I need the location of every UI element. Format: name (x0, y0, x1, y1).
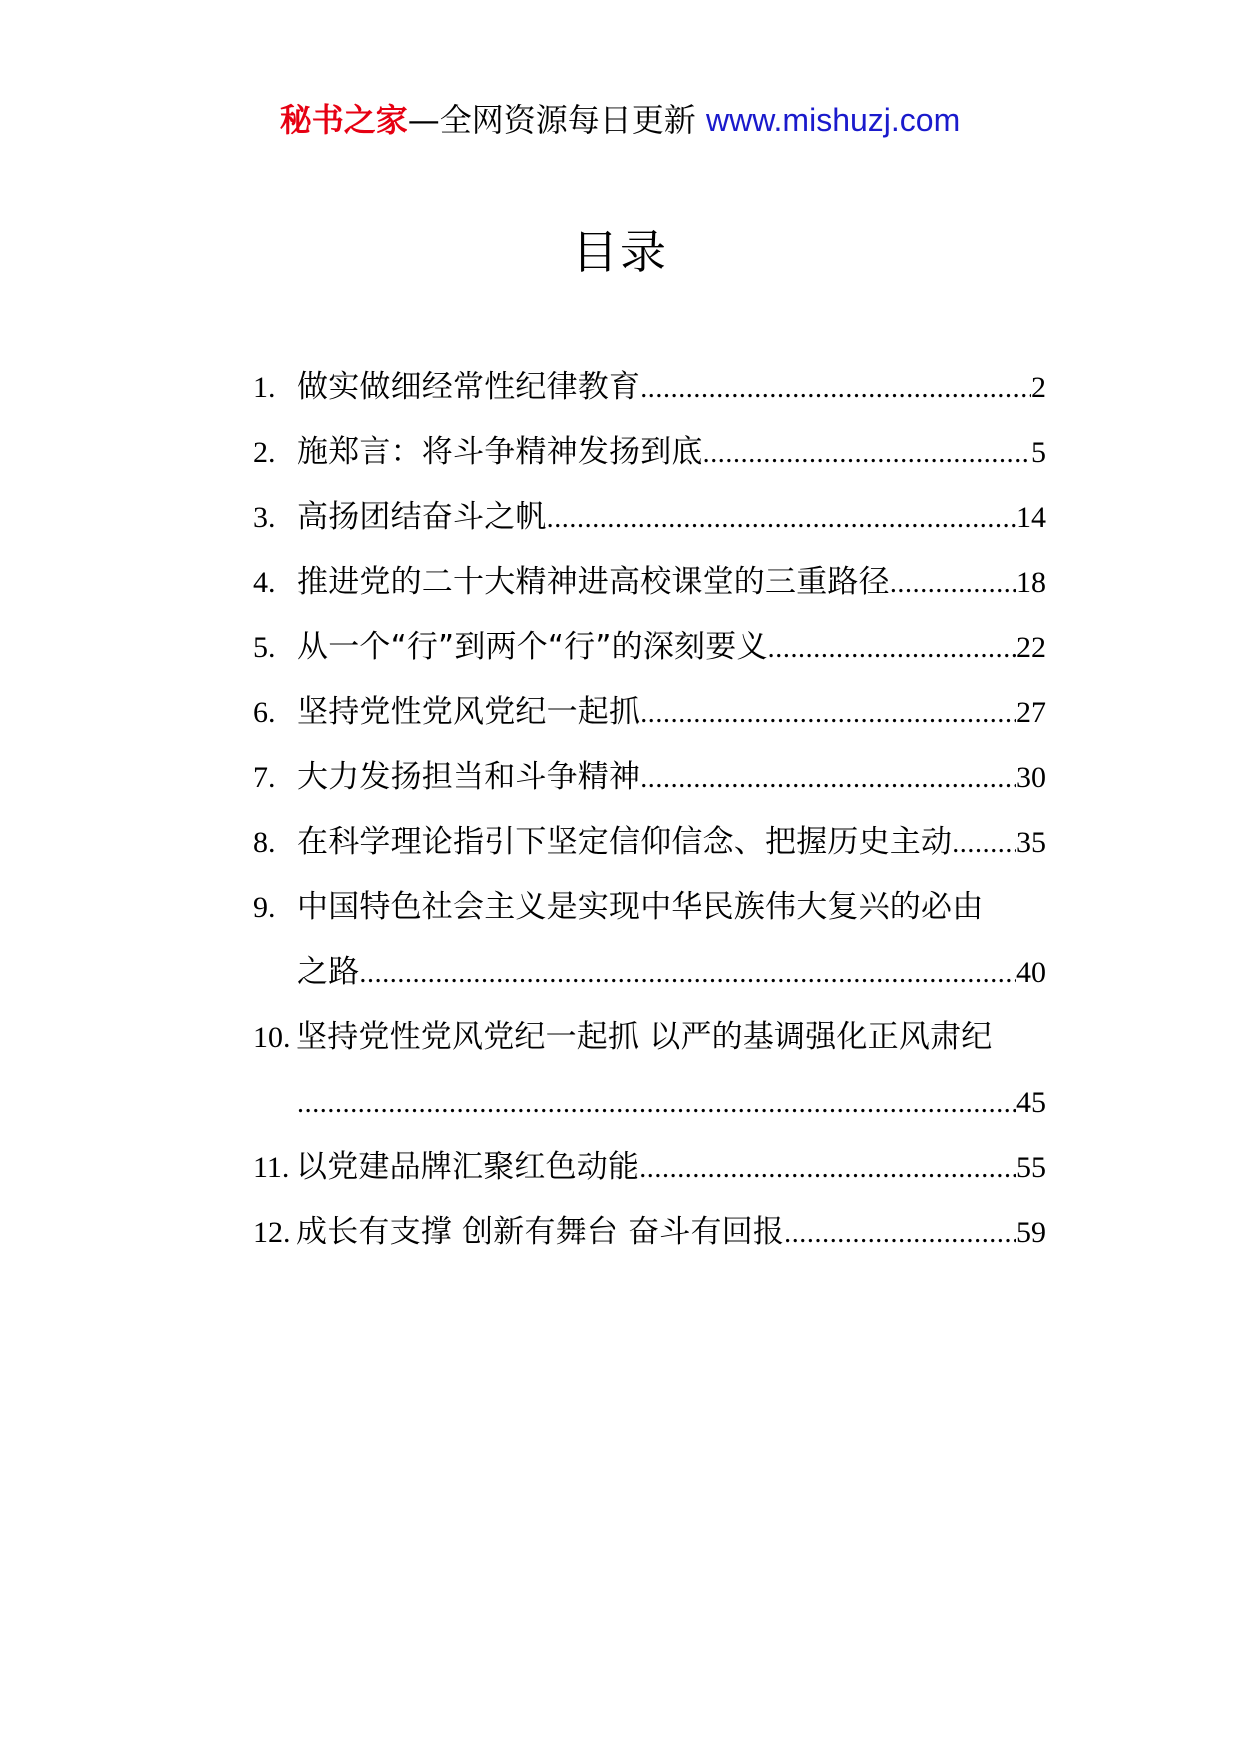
toc-page-number: 55 (1016, 1151, 1046, 1184)
toc-dot-leader (890, 551, 1016, 616)
toc-entry-11[interactable] (253, 1135, 1046, 1200)
toc-dot-leader (640, 681, 1016, 746)
toc-title: 施郑言：将斗争精神发扬到底 (297, 434, 703, 470)
toc-number: 5. (253, 631, 276, 664)
toc-entry-4[interactable] (253, 550, 1046, 615)
toc-page-number: 40 (1016, 956, 1046, 989)
toc-page-number: 35 (1016, 826, 1046, 859)
toc-entry-12[interactable] (253, 1200, 1046, 1265)
toc-dot-leader (640, 746, 1016, 811)
toc-title-continued: 之路 (297, 954, 360, 990)
toc-title: 从一个“行”到两个“行”的深刻要义 (297, 629, 768, 665)
toc-entry-9[interactable] (253, 875, 1046, 1005)
page-title: 目录 (572, 225, 668, 279)
toc-title: 推进党的二十大精神进高校课堂的三重路径 (297, 564, 890, 600)
toc-number: 9. (253, 891, 276, 924)
brand-name: 秘书之家 (279, 101, 408, 139)
toc-dot-leader (639, 1136, 1016, 1201)
toc-number: 8. (253, 826, 276, 859)
toc-title: 坚持党性党风党纪一起抓 以严的基调强化正风肃纪 (296, 1019, 993, 1055)
site-url-link[interactable]: www.mishuzj.com (705, 102, 961, 138)
toc-number: 4. (253, 566, 276, 599)
toc-dot-leader (703, 421, 1031, 486)
toc-page-number: 45 (1016, 1086, 1046, 1119)
toc-page-number: 30 (1016, 761, 1046, 794)
toc-number: 1. (253, 371, 276, 404)
toc-entry-1[interactable] (253, 355, 1046, 420)
toc-entry-8[interactable] (253, 810, 1046, 875)
toc-dot-leader (768, 616, 1016, 681)
banner-tagline: —全网资源每日更新 (407, 101, 696, 139)
toc-page-number: 59 (1016, 1216, 1046, 1249)
toc-title: 高扬团结奋斗之帆 (297, 499, 547, 535)
toc-number: 12. (253, 1216, 291, 1249)
site-banner (0, 98, 1240, 142)
toc-entry-3[interactable] (253, 485, 1046, 550)
toc-page-number: 18 (1016, 566, 1046, 599)
toc-page-number: 2 (1031, 371, 1046, 404)
toc-title: 以党建品牌汇聚红色动能 (296, 1149, 640, 1185)
toc-number: 6. (253, 696, 276, 729)
toc-entry-6[interactable] (253, 680, 1046, 745)
toc-entry-2[interactable] (253, 420, 1046, 485)
toc-title: 做实做细经常性纪律教育 (297, 369, 641, 405)
toc-title: 成长有支撑 创新有舞台 奋斗有回报 (296, 1214, 785, 1250)
toc-title: 坚持党性党风党纪一起抓 (297, 694, 641, 730)
toc-dot-leader (297, 1071, 1016, 1136)
table-of-contents (253, 355, 1046, 1265)
toc-dot-leader (784, 1201, 1016, 1266)
toc-title: 大力发扬担当和斗争精神 (297, 759, 641, 795)
toc-dot-leader (359, 941, 1016, 1006)
toc-title: 在科学理论指引下坚定信仰信念、把握历史主动 (297, 824, 953, 860)
toc-number: 11. (253, 1151, 290, 1184)
toc-number: 7. (253, 761, 276, 794)
toc-dot-leader (952, 811, 1016, 876)
toc-entry-10[interactable] (253, 1005, 1046, 1135)
toc-number: 3. (253, 501, 276, 534)
toc-entry-7[interactable] (253, 745, 1046, 810)
toc-number: 10. (253, 1021, 291, 1054)
toc-entry-5[interactable] (253, 615, 1046, 680)
toc-dot-leader (547, 486, 1016, 551)
toc-number: 2. (253, 436, 276, 469)
toc-page-number: 5 (1031, 436, 1046, 469)
toc-page-number: 22 (1016, 631, 1046, 664)
toc-page-number: 14 (1016, 501, 1046, 534)
toc-dot-leader (640, 356, 1031, 421)
toc-page-number: 27 (1016, 696, 1046, 729)
toc-title: 中国特色社会主义是实现中华民族伟大复兴的必由 (297, 889, 984, 925)
